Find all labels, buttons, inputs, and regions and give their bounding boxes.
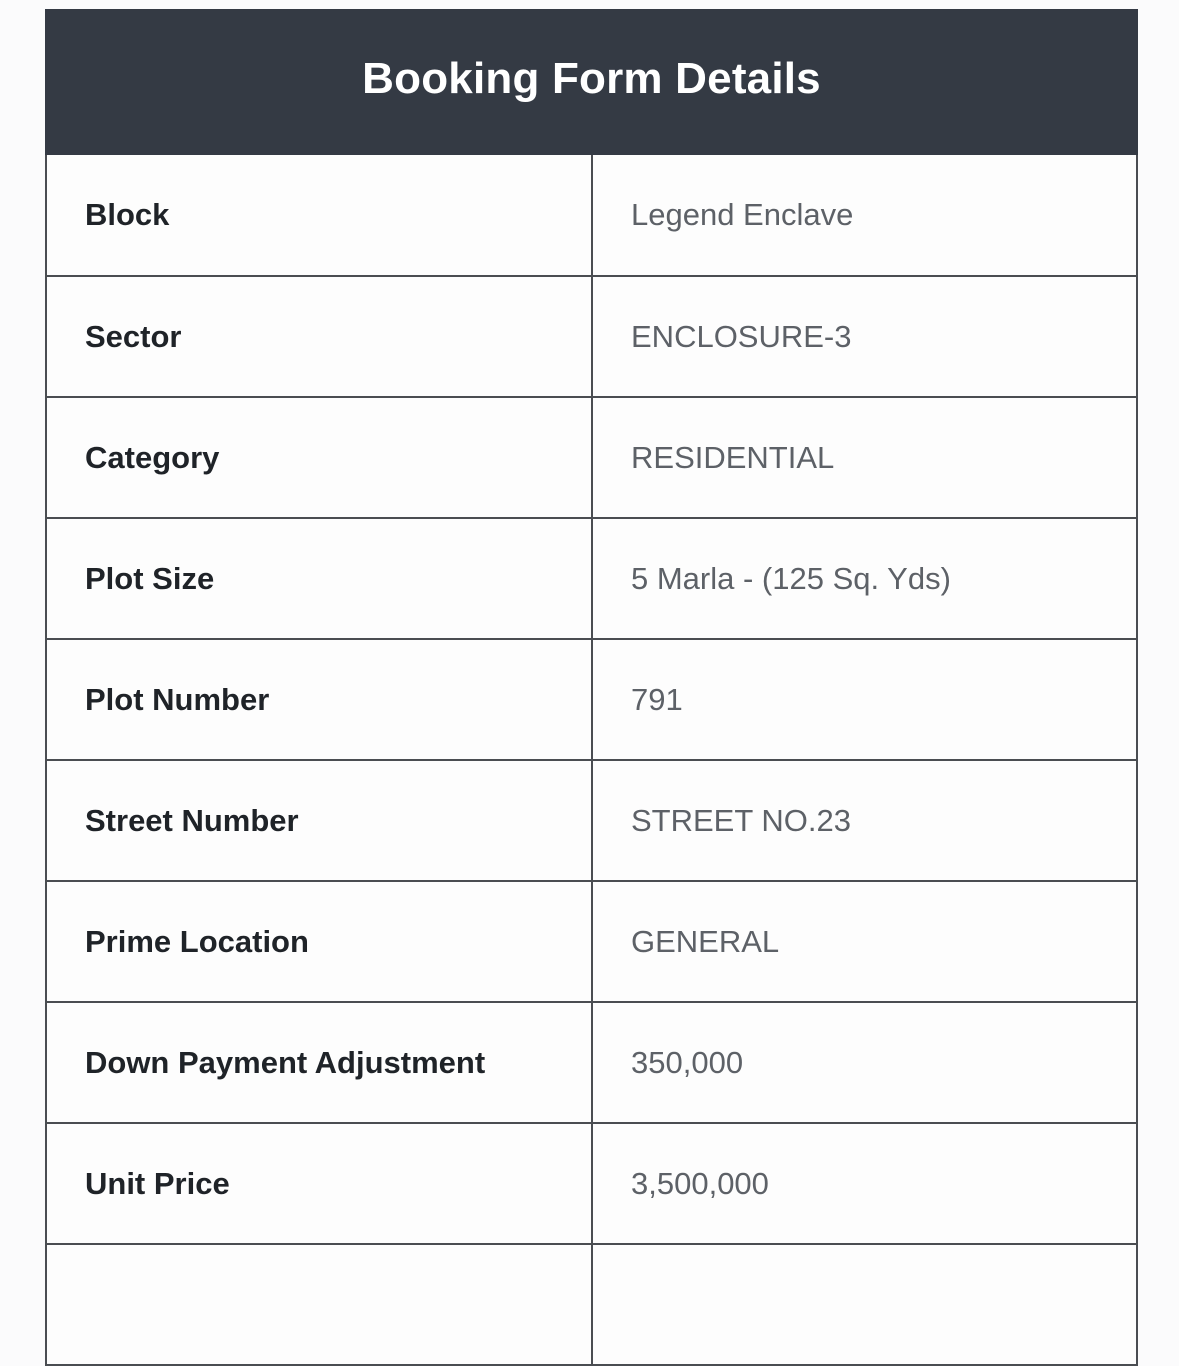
row-value: 791 bbox=[592, 639, 1137, 760]
row-value: 5 Marla - (125 Sq. Yds) bbox=[592, 518, 1137, 639]
table-header bbox=[45, 9, 1138, 155]
table-row-plot-size bbox=[46, 518, 1137, 639]
row-value: ENCLOSURE-3 bbox=[592, 276, 1137, 397]
booking-form-table bbox=[45, 9, 1138, 1366]
table-row-plot-number bbox=[46, 639, 1137, 760]
row-label: Down Payment Adjustment bbox=[46, 1002, 592, 1123]
row-label: Unit Price bbox=[46, 1123, 592, 1244]
row-label: Prime Location bbox=[46, 881, 592, 1002]
table-row-street-number bbox=[46, 760, 1137, 881]
table-row-down-payment bbox=[46, 1002, 1137, 1123]
row-label: Category bbox=[46, 397, 592, 518]
row-value: 3,500,000 bbox=[592, 1123, 1137, 1244]
row-label: Street Number bbox=[46, 760, 592, 881]
table-row-block bbox=[46, 155, 1137, 276]
table-row-sector bbox=[46, 276, 1137, 397]
row-value: Legend Enclave bbox=[592, 155, 1137, 276]
row-label: Sector bbox=[46, 276, 592, 397]
table-row-unit-price bbox=[46, 1123, 1137, 1244]
row-label: Block bbox=[46, 155, 592, 276]
row-value: 350,000 bbox=[592, 1002, 1137, 1123]
row-value: RESIDENTIAL bbox=[592, 397, 1137, 518]
row-label bbox=[46, 1244, 592, 1365]
table-row-partial bbox=[46, 1244, 1137, 1365]
row-value bbox=[592, 1244, 1137, 1365]
row-label: Plot Number bbox=[46, 639, 592, 760]
page-title: Booking Form Details bbox=[362, 54, 821, 103]
table-row-category bbox=[46, 397, 1137, 518]
details-table bbox=[45, 155, 1138, 1366]
row-value: STREET NO.23 bbox=[592, 760, 1137, 881]
row-label: Plot Size bbox=[46, 518, 592, 639]
row-value: GENERAL bbox=[592, 881, 1137, 1002]
table-row-prime-location bbox=[46, 881, 1137, 1002]
